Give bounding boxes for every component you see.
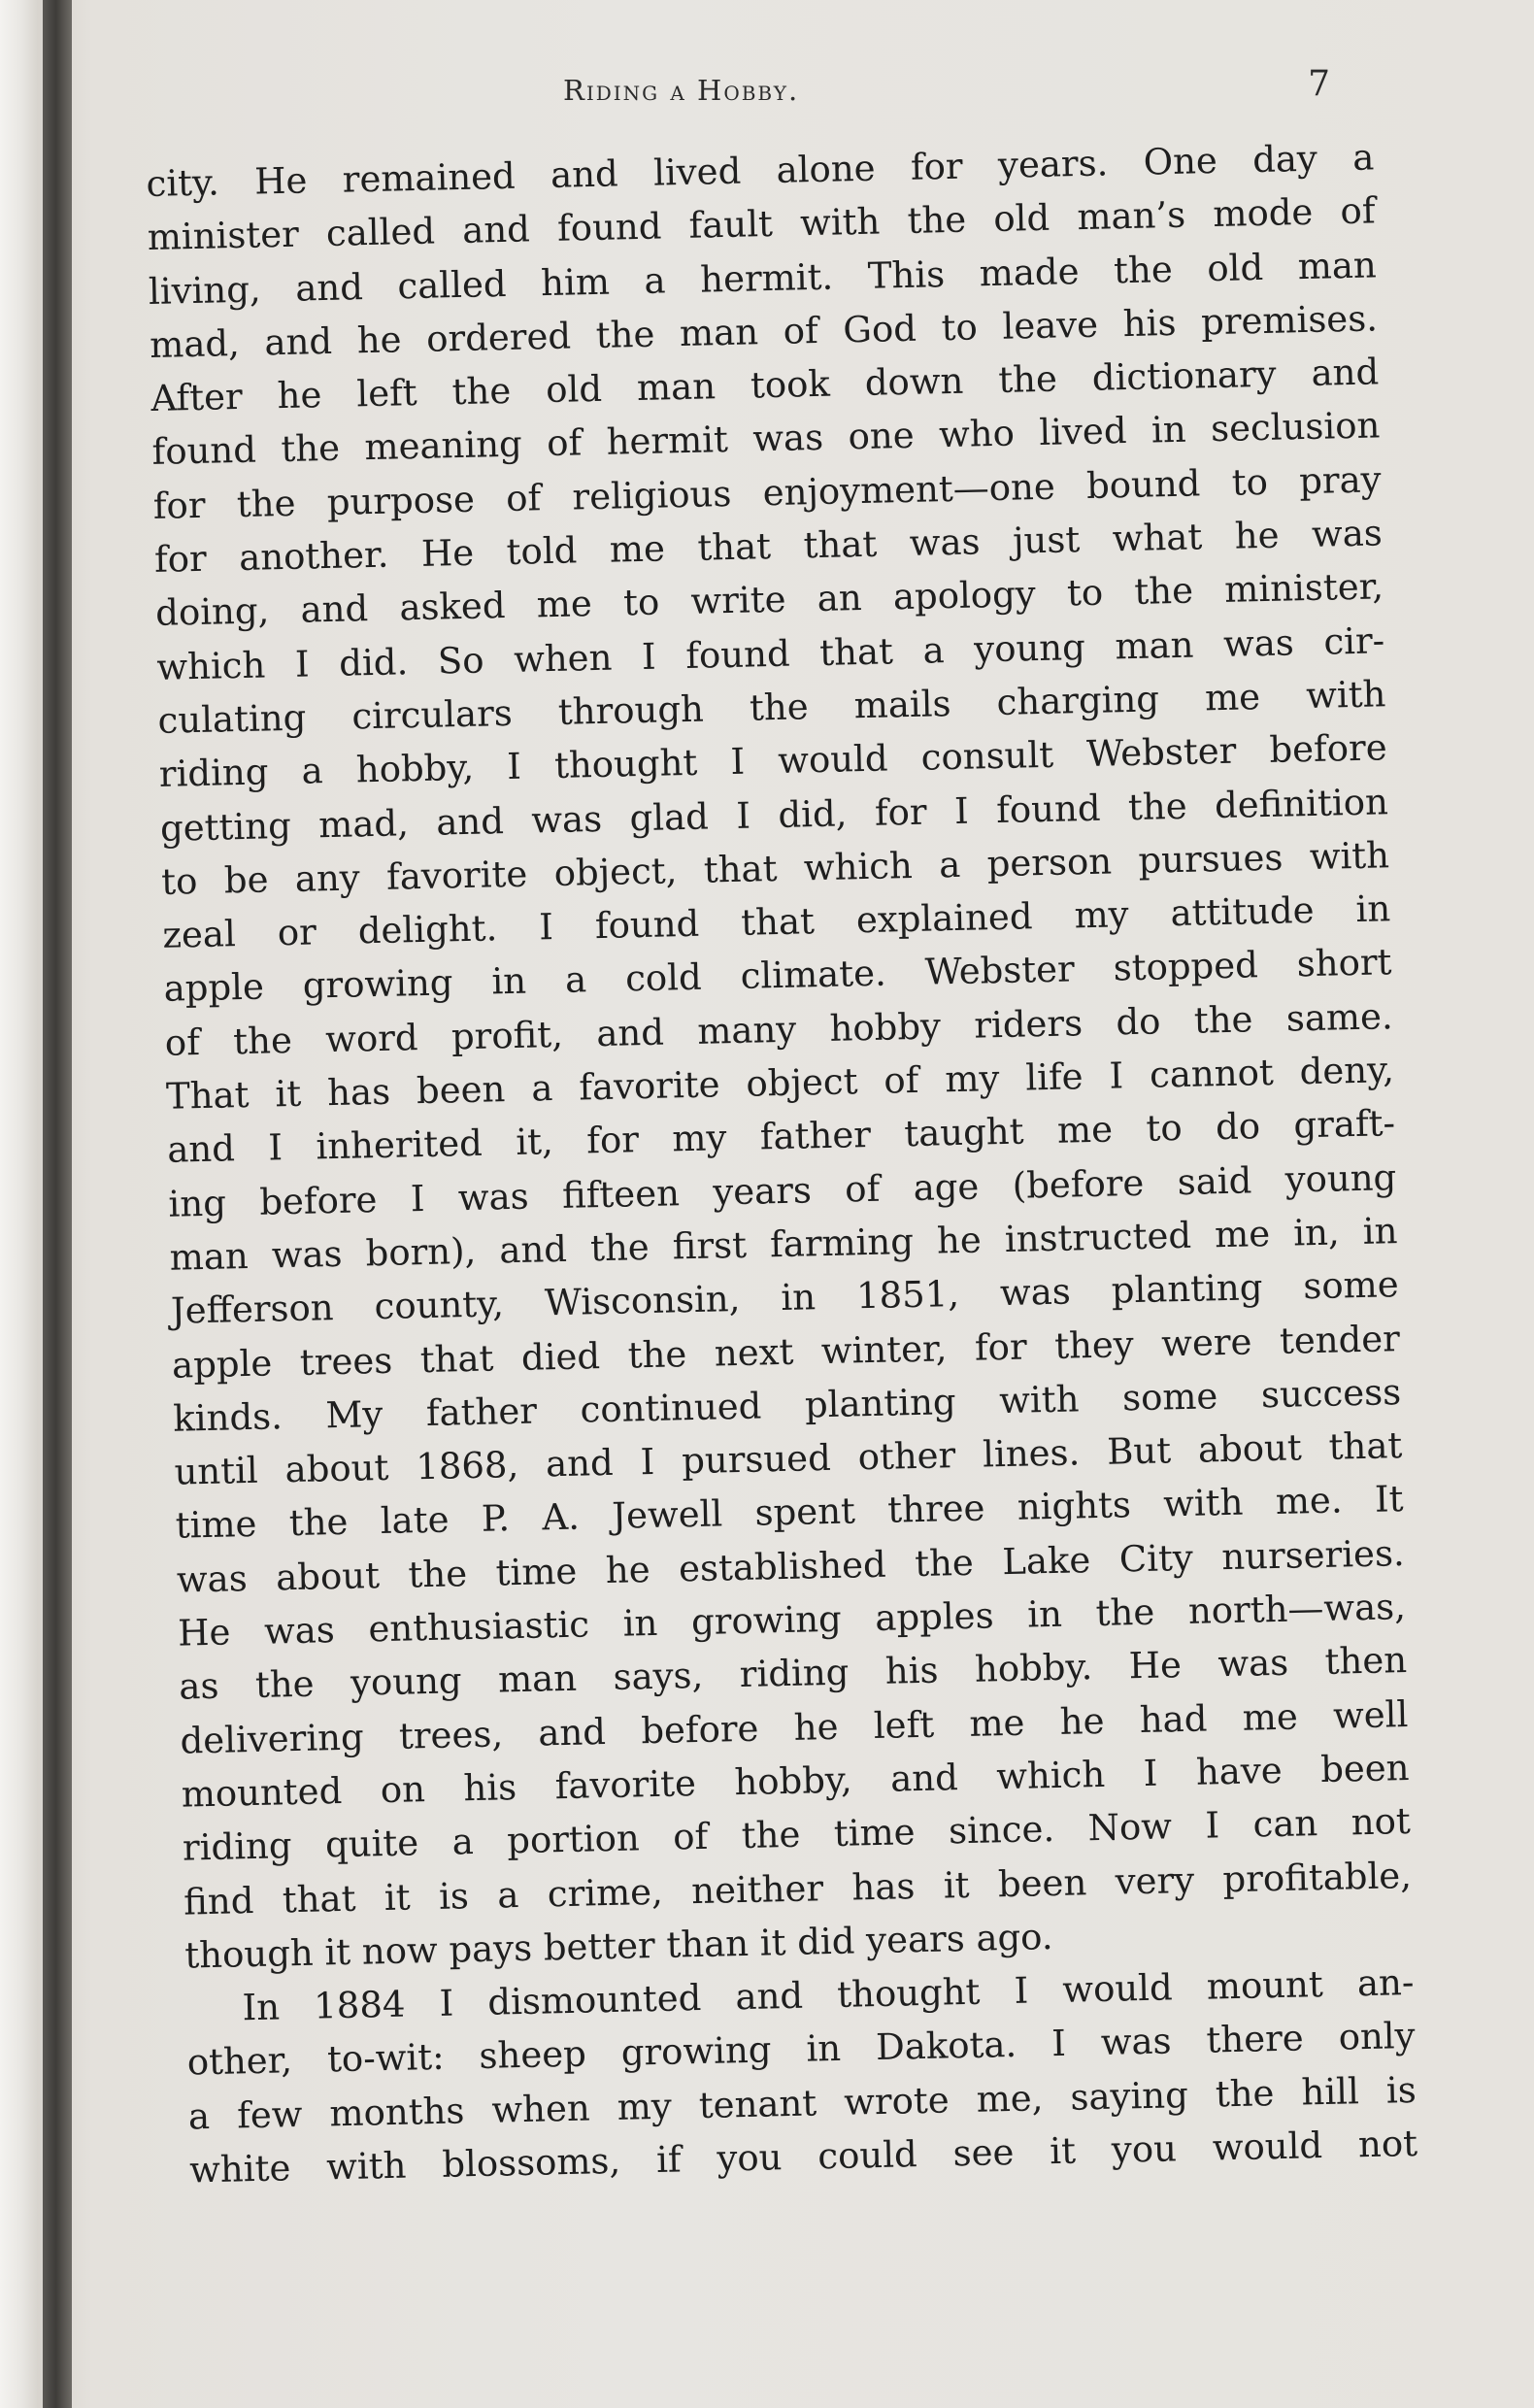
text-line: zeal or delight. I found that explained my attitude in (162, 887, 1391, 956)
text-line: was about the time he established the Lake City nurseries. (176, 1531, 1406, 1601)
text-line: apple trees that died the next winter, for they were tender (171, 1317, 1401, 1387)
text-line: to be any favorite object, that which a person pursues with (160, 834, 1390, 903)
text-line: After he left the old man took down the dictionary and (150, 351, 1380, 420)
text-line: for another. He told me that that was just what he was (153, 512, 1384, 581)
text-line: living, and called him a hermit. This made the old man (148, 243, 1378, 313)
page-number: 7 (1308, 64, 1330, 104)
text-line: kinds. My father continued planting with some success (172, 1370, 1402, 1440)
paragraph-first-line: In 1884 I dismounted and thought I would mount an- (242, 1961, 1415, 2029)
paragraph-last-line: though it now pays better than it did years ago. (183, 1915, 1054, 1977)
text-line: city. He remained and lived alone for years. One day a (146, 136, 1375, 205)
text-line: culating circulars through the mails charging me with (157, 673, 1386, 742)
text-line: found the meaning of hermit was one who lived in seclusion (151, 404, 1381, 474)
text-line: of the word profit, and many hobby riders do the same. (164, 994, 1394, 1064)
text-line: as the young man says, riding his hobby. He was then (178, 1639, 1408, 1708)
text-line: riding a hobby, I thought I would consult Webster before (158, 726, 1388, 796)
book-spine-shadow (43, 0, 72, 2408)
page-binding-edge (0, 0, 37, 2408)
text-line: man was born), and the first farming he instructed me in, in (169, 1210, 1398, 1279)
text-line: mad, and he ordered the man of God to leave his premises. (149, 297, 1379, 366)
body-text (146, 130, 1418, 2196)
text-line: find that it is a crime, neither has it been very profitable, (183, 1854, 1413, 1923)
text-line: minister called and found fault with the old man’s mode of (147, 189, 1376, 259)
text-line: a few months when my tenant wrote me, saying the hill is (187, 2068, 1417, 2138)
text-line: doing, and asked me to write an apology to the minister, (154, 565, 1384, 635)
text-line: delivering trees, and before he left me he had me well (180, 1692, 1409, 1762)
text-line: other, to-wit: sheep growing in Dakota. I was there only (186, 2015, 1416, 2084)
text-line: apple growing in a cold climate. Webster stopped short (163, 941, 1392, 1011)
text-line: and I inherited it, for my father taught me to do graft- (166, 1102, 1396, 1172)
page-header (146, 60, 1369, 118)
running-head: Riding a Hobby. (563, 74, 800, 107)
text-line: He was enthusiastic in growing apples in the north—was, (177, 1586, 1407, 1655)
text-line: for the purpose of religious enjoyment—one bound to pray (152, 458, 1383, 527)
text-line: until about 1868, and I pursued other lines. But about that (174, 1424, 1403, 1493)
text-line: That it has been a favorite object of my life I cannot deny, (165, 1049, 1395, 1118)
text-line: Jefferson county, Wisconsin, in 1851, was planting some (170, 1263, 1400, 1332)
text-line: white with blossoms, if you could see it you would not (188, 2122, 1418, 2191)
text-line: mounted on his favorite hobby, and which I have been (181, 1746, 1410, 1816)
text-line: riding quite a portion of the time since. Now I can not (182, 1800, 1412, 1869)
text-line: ing before I was fifteen years of age (before said young (168, 1155, 1397, 1225)
text-line: getting mad, and was glad I did, for I found the definition (159, 780, 1389, 850)
text-line: time the late P. A. Jewell spent three nights with me. It (175, 1478, 1404, 1548)
text-line: which I did. So when I found that a young man was cir- (155, 619, 1385, 688)
